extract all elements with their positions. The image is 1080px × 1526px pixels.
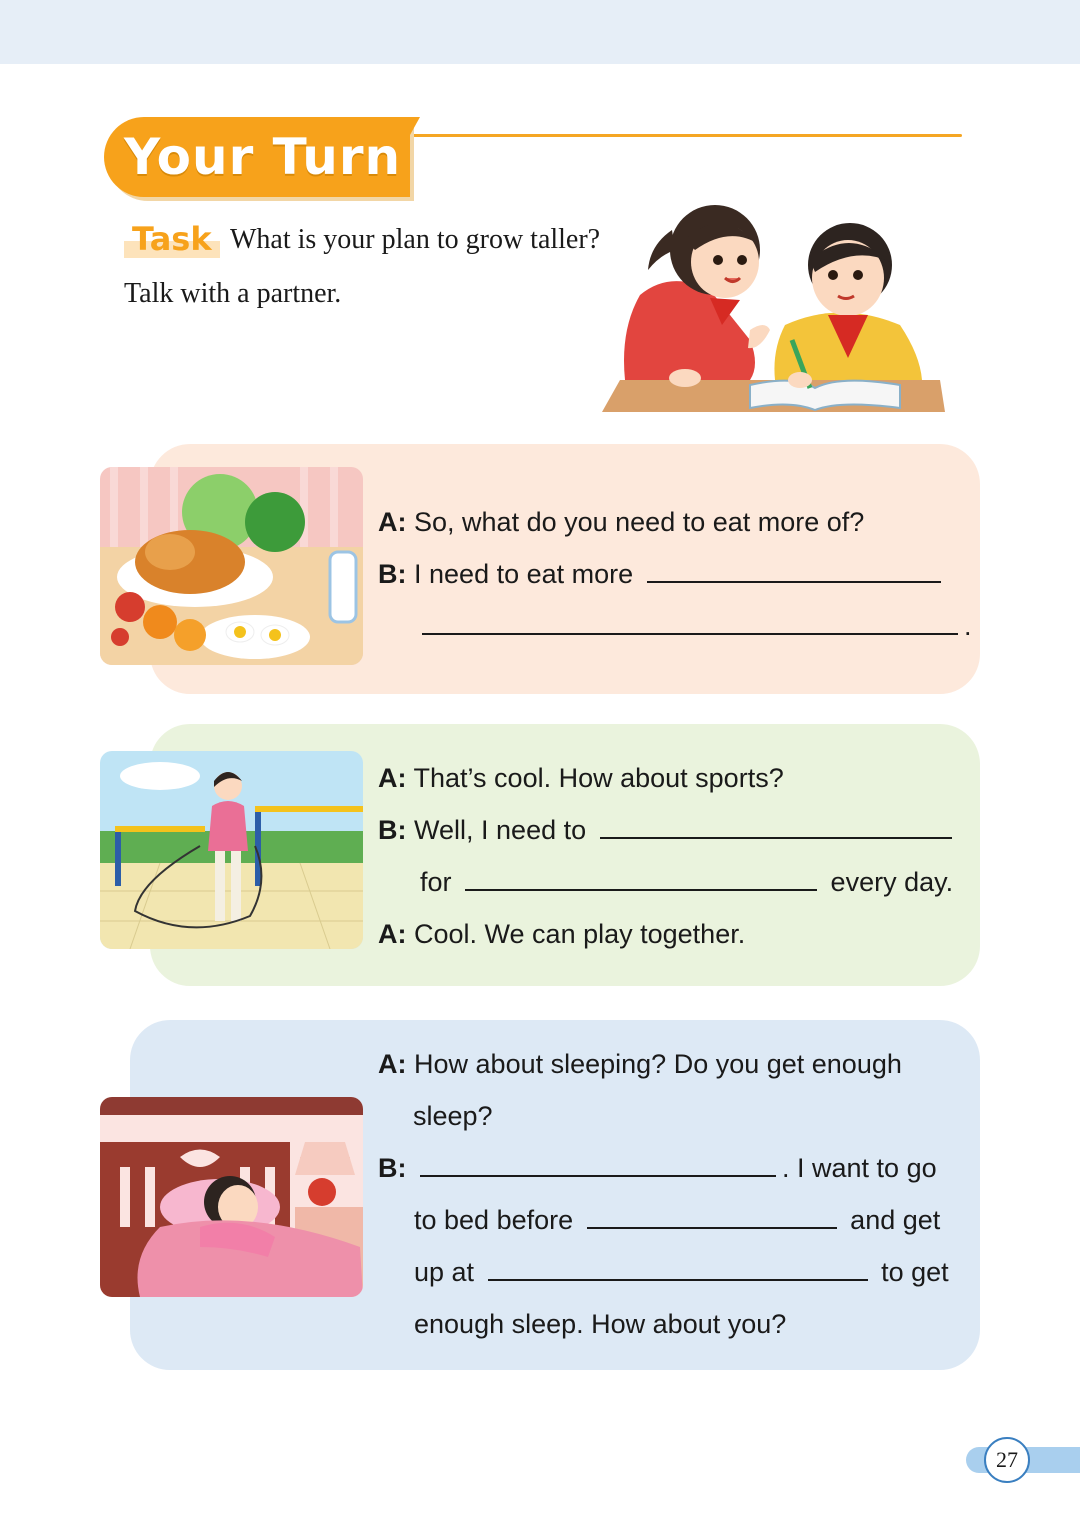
speaker-b: B:: [378, 1153, 407, 1183]
dialogue3-b-text2b: and get: [850, 1205, 941, 1235]
sleeping-girl-picture: [100, 1097, 363, 1297]
dialogue1-line-a: [378, 506, 864, 538]
dialogue1-a-text: So, what do you need to eat more of?: [414, 507, 865, 537]
top-band: [0, 0, 1080, 64]
answer-blank[interactable]: [647, 559, 941, 583]
answer-blank[interactable]: [465, 867, 817, 891]
healthy-food-picture: [100, 467, 363, 665]
rope-skipping-picture: [100, 751, 363, 949]
dialogue3-b-text4: enough sleep. How about you?: [414, 1309, 787, 1339]
speaker-a: A:: [378, 1049, 407, 1079]
answer-blank[interactable]: [600, 815, 952, 839]
dialogue2-a-text: That’s cool. How about sports?: [413, 763, 784, 793]
task-question: What is your plan to grow taller?: [230, 224, 601, 255]
dialogue3-b-text3b: to get: [881, 1257, 949, 1287]
kids-studying-illustration: [600, 190, 950, 415]
dialogue3-b-text3a: up at: [414, 1257, 475, 1287]
dialogue2-line-b2: [420, 866, 953, 898]
dialogue3-line-b2: [414, 1204, 940, 1236]
dialogue3-a-text1: How about sleeping? Do you get enough: [414, 1049, 902, 1079]
dialogue1-b-text: I need to eat more: [414, 559, 634, 589]
dialogue2-every-day: every day.: [830, 867, 954, 897]
dialogue2-line-a: [378, 762, 784, 794]
speaker-b: B:: [378, 815, 407, 845]
dialogue2-for: for: [420, 867, 452, 897]
dialogue3-line-b4: [414, 1308, 786, 1340]
header-rule: [400, 134, 962, 137]
dialogue1-line-b: [378, 558, 947, 590]
section-title: Your Turn: [124, 128, 402, 186]
task-label: Task: [124, 220, 220, 258]
dialogue2-line-b: [378, 814, 958, 846]
speaker-a: A:: [378, 507, 407, 537]
speaker-a: A:: [378, 919, 407, 949]
answer-blank[interactable]: [587, 1205, 837, 1229]
speaker-a: A:: [378, 763, 407, 793]
answer-blank[interactable]: [422, 611, 958, 635]
dialogue1-line-b2: [416, 610, 972, 642]
answer-blank[interactable]: [420, 1153, 776, 1177]
dialogue3-line-a2: [413, 1100, 493, 1132]
dialogue3-line-b3: [414, 1256, 949, 1288]
speaker-b: B:: [378, 559, 407, 589]
task-instruction: Talk with a partner.: [124, 278, 342, 309]
dialogue3-b-text1: . I want to go: [782, 1153, 937, 1183]
dialogue3-line-b: [378, 1152, 937, 1184]
dialogue3-line-a: [378, 1048, 902, 1080]
dialogue1-end: .: [964, 611, 972, 641]
answer-blank[interactable]: [488, 1257, 868, 1281]
dialogue3-b-text2a: to bed before: [414, 1205, 574, 1235]
page-number: 27: [984, 1437, 1030, 1483]
dialogue2-line-a2: [378, 918, 745, 950]
dialogue2-a2-text: Cool. We can play together.: [414, 919, 746, 949]
dialogue3-a-text2: sleep?: [413, 1101, 493, 1131]
dialogue2-b-text: Well, I need to: [414, 815, 587, 845]
